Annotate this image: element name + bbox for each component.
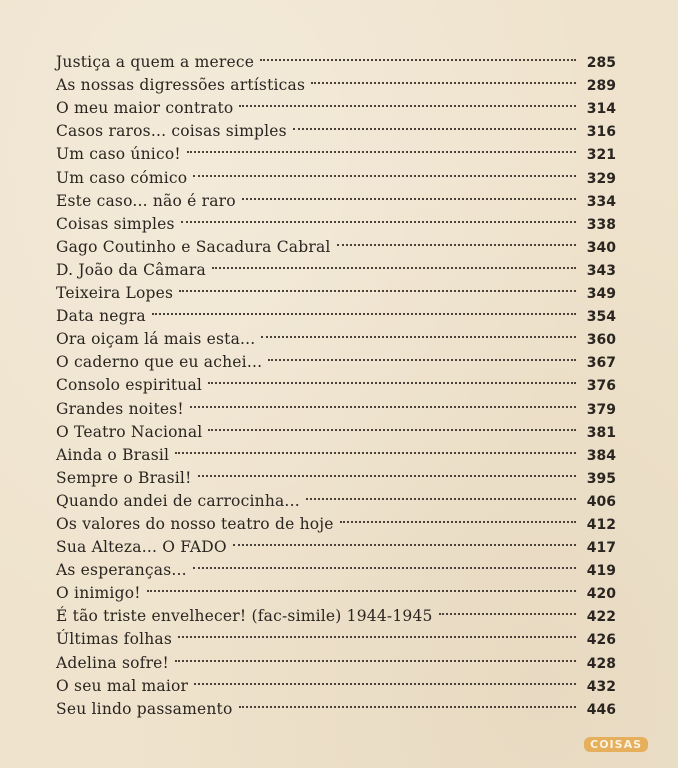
dot-leader <box>193 159 576 182</box>
dot-leader <box>239 691 576 714</box>
toc-entry-page-number: 316 <box>586 124 616 141</box>
dot-leader <box>293 113 576 136</box>
dot-leader <box>175 437 576 460</box>
dot-leader <box>311 67 576 90</box>
dot-leader <box>179 275 576 298</box>
toc-entry-title: Casos raros... coisas simples <box>56 122 287 141</box>
toc-entry-page-number: 432 <box>586 678 616 695</box>
toc-entry-page-number: 426 <box>586 632 616 649</box>
toc-entry-title: Últimas folhas <box>56 630 173 649</box>
toc-entry-title: O meu maior contrato <box>56 99 234 118</box>
dot-leader <box>208 414 576 437</box>
toc-entry-page-number: 338 <box>586 216 616 233</box>
table-of-contents <box>56 44 616 718</box>
dot-leader <box>198 460 576 483</box>
dot-leader <box>337 229 576 252</box>
toc-entry-page-number: 417 <box>586 540 616 557</box>
toc-entry-page-number: 343 <box>586 262 616 279</box>
dot-leader <box>268 344 576 367</box>
toc-entry-page-number: 446 <box>586 701 616 718</box>
toc-entry-page-number: 384 <box>586 447 616 464</box>
dot-leader <box>208 367 576 390</box>
toc-entry-title: Ainda o Brasil <box>56 445 170 464</box>
toc-entry-title: Sua Alteza... O FADO <box>56 538 227 557</box>
toc-entry-title: Teixeira Lopes <box>56 284 174 303</box>
toc-entry-page-number: 420 <box>586 586 616 603</box>
toc-entry-title: O caderno que eu achei... <box>56 353 263 372</box>
toc-entry-title: Adelina sofre! <box>56 653 169 672</box>
dot-leader <box>181 206 576 229</box>
dot-leader <box>260 44 576 67</box>
toc-entry-page-number: 334 <box>586 193 616 210</box>
dot-leader <box>152 298 576 321</box>
dot-leader <box>212 252 576 275</box>
toc-entry-title: Quando andei de carrocinha... <box>56 491 300 510</box>
toc-entry-page-number: 349 <box>586 286 616 303</box>
toc-entry-page-number: 422 <box>586 609 616 626</box>
watermark-stamp: COISAS <box>584 737 648 752</box>
toc-entry-title: Ora oiçam lá mais esta... <box>56 330 256 349</box>
toc-entry-title: Grandes noites! <box>56 399 184 418</box>
toc-entry-title: Data negra <box>56 307 146 326</box>
toc-entry-title: Gago Coutinho e Sacadura Cabral <box>56 237 331 256</box>
dot-leader <box>239 90 576 113</box>
dot-leader <box>242 183 576 206</box>
toc-entry-title: Um caso cómico <box>56 168 188 187</box>
dot-leader <box>175 644 576 667</box>
dot-leader <box>178 621 576 644</box>
dot-leader <box>233 529 576 552</box>
toc-entry-title: As nossas digressões artísticas <box>56 76 306 95</box>
toc-entry-title: Este caso... não é raro <box>56 191 236 210</box>
toc-entry <box>56 44 616 72</box>
toc-entry-title: As esperanças... <box>56 561 187 580</box>
toc-entry-title: Seu lindo passamento <box>56 699 233 718</box>
toc-entry-page-number: 360 <box>586 332 616 349</box>
toc-entry-page-number: 367 <box>586 355 616 372</box>
dot-leader <box>190 390 576 413</box>
toc-entry-page-number: 289 <box>586 78 616 95</box>
toc-entry-page-number: 340 <box>586 239 616 256</box>
toc-entry-title: É tão triste envelhecer! (fac-simile) 1944-1945 <box>56 607 433 626</box>
toc-entry-title: O seu mal maior <box>56 676 189 695</box>
dot-leader <box>194 668 576 691</box>
toc-entry-page-number: 406 <box>586 493 616 510</box>
toc-entry-page-number: 376 <box>586 378 616 395</box>
dot-leader <box>306 483 576 506</box>
dot-leader <box>187 136 576 159</box>
toc-entry-page-number: 381 <box>586 424 616 441</box>
toc-entry-title: Sempre o Brasil! <box>56 468 192 487</box>
toc-entry-title: O inimigo! <box>56 584 141 603</box>
toc-entry-page-number: 428 <box>586 655 616 672</box>
toc-entry-page-number: 419 <box>586 563 616 580</box>
dot-leader <box>439 598 576 621</box>
toc-entry-page-number: 395 <box>586 470 616 487</box>
dot-leader <box>147 575 576 598</box>
toc-entry-title: Um caso único! <box>56 145 181 164</box>
toc-entry-page-number: 379 <box>586 401 616 418</box>
toc-entry-title: D. João da Câmara <box>56 260 206 279</box>
toc-entry-page-number: 285 <box>586 55 616 72</box>
toc-entry-page-number: 412 <box>586 516 616 533</box>
toc-entry-page-number: 314 <box>586 101 616 118</box>
toc-entry-title: Consolo espiritual <box>56 376 203 395</box>
toc-entry-title: Os valores do nosso teatro de hoje <box>56 514 334 533</box>
toc-entry-title: O Teatro Nacional <box>56 422 203 441</box>
toc-entry-page-number: 354 <box>586 309 616 326</box>
dot-leader <box>193 552 576 575</box>
toc-entry-page-number: 321 <box>586 147 616 164</box>
dot-leader <box>340 506 576 529</box>
dot-leader <box>261 321 576 344</box>
toc-entry-title: Coisas simples <box>56 214 175 233</box>
toc-entry-page-number: 329 <box>586 170 616 187</box>
toc-entry-title: Justiça a quem a merece <box>56 53 255 72</box>
